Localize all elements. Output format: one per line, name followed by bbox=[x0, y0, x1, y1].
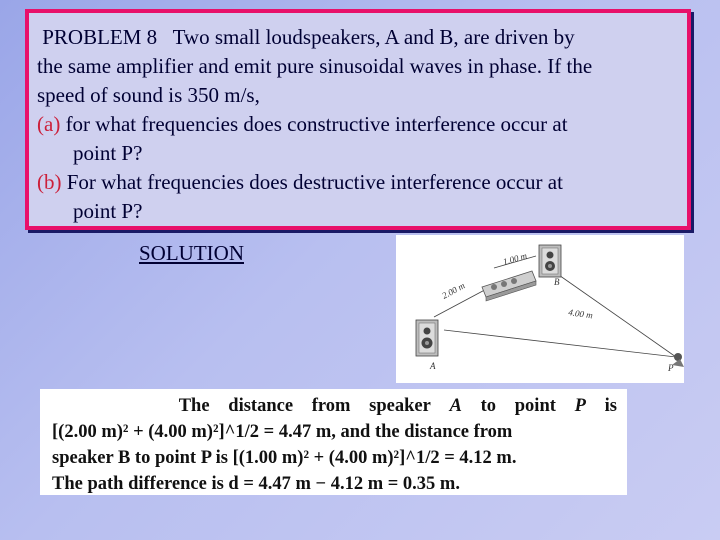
problem-heading: PROBLEM 8 bbox=[42, 25, 158, 49]
solution-text-box bbox=[40, 389, 627, 495]
word: The bbox=[178, 396, 210, 416]
problem-line-3: speed of sound is 350 m/s, bbox=[37, 83, 260, 107]
word: is bbox=[604, 396, 617, 416]
part-b-label: (b) bbox=[37, 170, 62, 194]
solution-line-3: speaker B to point P is [(1.00 m)² + (4.00 m)²]^1/2 = 4.12 m. bbox=[52, 448, 517, 468]
word: distance bbox=[228, 396, 294, 416]
part-a-line-1 bbox=[37, 110, 687, 139]
label-p: P bbox=[668, 363, 674, 373]
mounting-bar bbox=[482, 271, 536, 301]
part-b-line-1 bbox=[37, 168, 687, 197]
part-b-line-2: point P? bbox=[73, 199, 143, 223]
problem-statement-box bbox=[25, 9, 691, 230]
part-a-label: (a) bbox=[37, 112, 61, 136]
word: speaker bbox=[369, 396, 431, 416]
label-2m: 2.00 m bbox=[440, 280, 467, 301]
speaker-diagram bbox=[396, 235, 684, 383]
part-b-text: For what frequencies does destructive interference occur at bbox=[61, 170, 563, 194]
part-a-text: for what frequencies does constructive interference occur at bbox=[60, 112, 568, 136]
problem-intro: Two small loudspeakers, A and B, are driven by bbox=[172, 25, 575, 49]
solution-line-4: The path difference is d = 4.47 m − 4.12 m = 0.35 m. bbox=[52, 474, 460, 494]
label-1m: 1.00 m bbox=[501, 250, 529, 267]
speaker-diagram-svg bbox=[396, 235, 684, 383]
speaker-a-icon bbox=[416, 320, 438, 356]
word: A bbox=[449, 396, 462, 416]
word: P bbox=[574, 396, 586, 416]
solution-line-1 bbox=[52, 393, 617, 419]
part-a-line-2: point P? bbox=[73, 141, 143, 165]
line-1-indent bbox=[52, 393, 160, 419]
speaker-b-icon bbox=[539, 245, 561, 277]
label-b: B bbox=[554, 277, 560, 287]
path-a-to-p bbox=[444, 330, 676, 357]
label-a: A bbox=[430, 361, 436, 371]
solution-line-2: [(2.00 m)² + (4.00 m)²]^1/2 = 4.47 m, and the distance from bbox=[52, 422, 513, 442]
word: to bbox=[480, 396, 497, 416]
label-4m: 4.00 m bbox=[567, 307, 594, 321]
solution-heading: SOLUTION bbox=[139, 241, 244, 265]
word: from bbox=[311, 396, 351, 416]
word: point bbox=[514, 396, 556, 416]
problem-line-2: the same amplifier and emit pure sinusoidal waves in phase. If the bbox=[37, 54, 593, 78]
problem-text bbox=[37, 23, 687, 226]
problem-intro-line bbox=[37, 23, 687, 52]
